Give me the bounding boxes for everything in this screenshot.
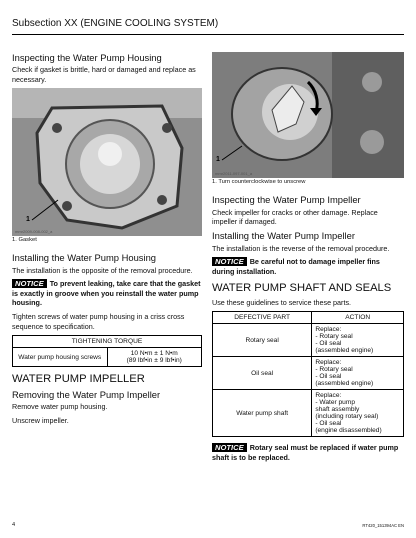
impeller-illustration [212,52,404,178]
table-header-part: DEFECTIVE PART [213,312,312,324]
inspect-housing-text: Check if gasket is brittle, hard or damaged and replace as necessary. [12,65,196,84]
table-cell-action: Replace: - Rotary seal - Oil seal (assembled engine) [312,357,404,390]
left-column [12,52,202,429]
figure-caption-gasket: 1. Gasket [12,237,37,243]
torque-value-cell [107,348,202,367]
inspect-impeller-text: Check impeller for cracks or other damage. Replace impeller if damaged. [212,207,378,226]
notice-text: Be careful not to damage impeller fins during installation. [212,256,380,276]
torque-table [12,335,202,367]
notice-badge: NOTICE [212,443,247,452]
install-impeller-text: The installation is the reverse of the removal procedure. [212,243,390,253]
install-housing-text: The installation is the opposite of the removal procedure. [12,265,193,275]
table-cell-part: Water pump shaft [213,390,312,437]
table-row [213,357,404,390]
section-heading-impeller: WATER PUMP IMPELLER [12,373,145,386]
section-title-inspect-housing: Inspecting the Water Pump Housing [12,52,162,63]
remove-impeller-step-1: Remove water pump housing. [12,402,108,412]
water-pump-housing-photo [12,88,202,236]
section-title-install-housing: Installing the Water Pump Housing [12,252,156,264]
page-number: 4 [12,522,16,528]
table-row [213,390,404,437]
notice-impeller-fins [212,257,404,276]
figure-caption-unscrew: 1. Turn counterclockwise to unscrew [212,179,306,185]
table-row [213,324,404,357]
remove-impeller-step-2: Unscrew impeller. [12,415,69,425]
notice-gasket [12,279,202,308]
defective-part-table [212,311,404,437]
notice-text: To prevent leaking, take care that the gasket is exactly in groove when you reinstall the water pump housing. [12,278,201,308]
notice-text: Rotary seal must be replaced if water pump shaft is to be replaced. [212,443,399,463]
figure-code: mmr2009-008-002_a [15,229,53,234]
section-heading-shaft-seals: WATER PUMP SHAFT AND SEALS [212,282,392,295]
header-rule [12,34,404,35]
notice-badge: NOTICE [12,279,47,288]
notice-rotary-seal [212,443,404,462]
torque-item: Water pump housing screws [13,348,108,367]
table-cell-action: Replace: - Water pump shaft assembly (including rotary seal) - Oil seal (engine disassembled) [312,390,404,437]
table-cell-part: Oil seal [213,357,312,390]
subsection-title: Subsection XX (ENGINE COOLING SYSTEM) [12,18,219,29]
torque-table-header: TIGHTENING TORQUE [13,336,202,348]
figure-callout-1: 1 [26,216,30,223]
notice-badge: NOTICE [212,257,247,266]
section-title-remove-impeller: Removing the Water Pump Impeller [12,389,161,401]
impeller-photo [212,52,404,178]
table-cell-action: Replace: - Rotary seal - Oil seal (assembled engine) [312,324,404,357]
torque-value-metric: 10 N•m ± 1 N•m [130,350,178,358]
section-title-inspect-impeller: Inspecting the Water Pump Impeller [212,194,361,206]
figure-code: mmr2011-097-001_a [215,171,253,176]
right-column [212,52,404,468]
table-header-action: ACTION [312,312,404,324]
document-code: RT420_151394AC EN [362,523,404,528]
housing-illustration [12,88,202,236]
guidelines-text: Use these guidelines to service these parts. [212,297,352,307]
table-cell-part: Rotary seal [213,324,312,357]
section-title-install-impeller: Installing the Water Pump Impeller [212,230,355,242]
tighten-screws-text: Tighten screws of water pump housing in a criss cross sequence to specification. [12,312,185,331]
torque-value-imperial: (89 lbf•in ± 9 lbf•in) [126,357,182,365]
figure-callout-1: 1 [216,156,220,163]
